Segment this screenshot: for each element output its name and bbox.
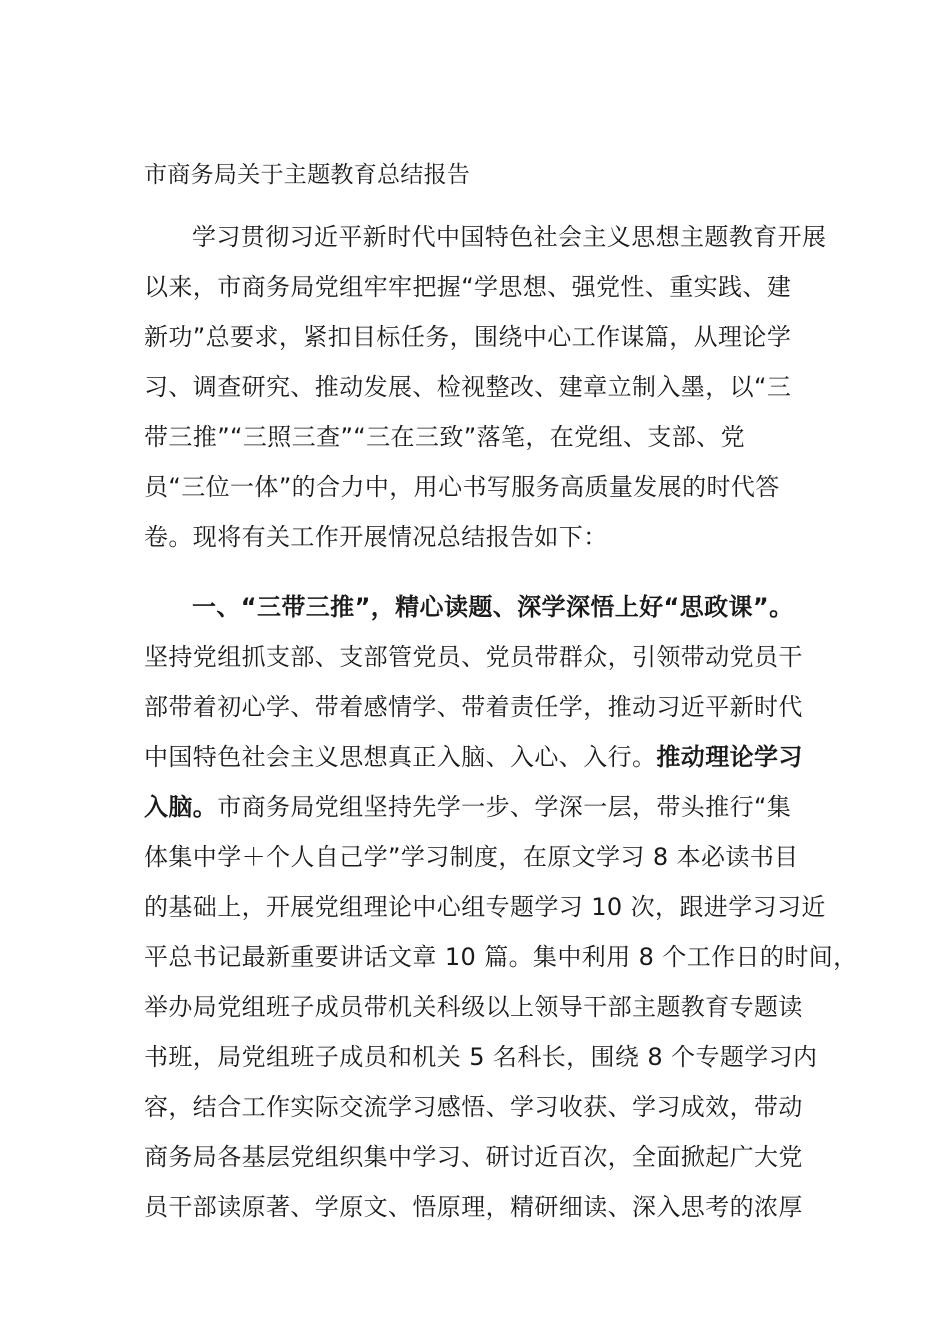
paragraph-line	[144, 690, 814, 740]
text-run: 员“三位一体”的合力中，用心书写服务高质量发展的时代答	[144, 473, 780, 501]
paragraph-line	[144, 370, 814, 420]
bold-text-run: 推动理论学习	[656, 743, 803, 771]
paragraph-line	[144, 640, 814, 690]
text-run: 的基础上，开展党组理论中心组专题学习 10 次，跟进学习习近	[144, 893, 826, 921]
paragraph-line	[144, 790, 814, 840]
paragraph-line	[144, 890, 826, 940]
text-run: 以来，市商务局党组牢牢把握“学思想、强党性、重实践、建	[144, 273, 792, 301]
paragraph-line	[144, 470, 814, 520]
text-run: 习、调查研究、推动发展、检视整改、建章立制入墨，以“三	[144, 373, 792, 401]
text-run: 商务局各基层党组织集中学习、研讨近百次，全面掀起广大党	[144, 1143, 803, 1171]
paragraph-line	[144, 1190, 814, 1240]
paragraph-line	[144, 940, 858, 990]
text-run: 学习贯彻习近平新时代中国特色社会主义思想主题教育开展	[192, 223, 827, 251]
paragraph-line	[144, 520, 814, 570]
paragraph-line	[144, 1090, 814, 1140]
paragraph-line	[144, 420, 814, 470]
text-run: 带三推”“三照三查”“三在三致”落笔，在党组、支部、党	[144, 423, 745, 451]
paragraph-line	[144, 270, 814, 320]
section-heading-line	[144, 590, 814, 640]
text-run: 新功”总要求，紧扣目标任务，围绕中心工作谋篇，从理论学	[144, 323, 792, 351]
text-run: 中国特色社会主义思想真正入脑、入心、入行。	[144, 743, 657, 771]
text-run: 部带着初心学、带着感情学、带着责任学，推动习近平新时代	[144, 693, 803, 721]
paragraph-line	[144, 1140, 814, 1190]
bold-text-run: 入脑。	[144, 793, 218, 821]
text-run: 举办局党组班子成员带机关科级以上领导干部主题教育专题读	[144, 993, 803, 1021]
bold-text-run: 一、“三带三推”，精心读题、深学深悟上好“思政课”。	[192, 593, 794, 621]
paragraph-line	[144, 840, 814, 890]
paragraph-line	[144, 220, 827, 270]
text-run: 体集中学＋个人自己学”学习制度，在原文学习 8 本必读书目	[144, 843, 799, 871]
text-run: 容，结合工作实际交流学习感悟、学习收获、学习成效，带动	[144, 1093, 803, 1121]
paragraph-line	[144, 990, 814, 1040]
text-run: 平总书记最新重要讲话文章 10 篇。集中利用 8 个工作日的时间，	[144, 943, 858, 971]
text-run: 坚持党组抓支部、支部管党员、党员带群众，引领带动党员干	[144, 643, 803, 671]
text-run: 市商务局党组坚持先学一步、学深一层，带头推行“集	[217, 793, 792, 821]
text-run: 书班，局党组班子成员和机关 5 名科长，围绕 8 个专题学习内	[144, 1043, 818, 1071]
paragraph-line	[144, 1040, 818, 1090]
document-body	[144, 220, 858, 1240]
paragraph-line	[144, 740, 814, 790]
paragraph-line	[144, 320, 814, 370]
text-run: 卷。现将有关工作开展情况总结报告如下：	[144, 523, 608, 551]
document-title: 市商务局关于主题教育总结报告	[144, 162, 471, 188]
text-run: 员干部读原著、学原文、悟原理，精研细读、深入思考的浓厚	[144, 1193, 803, 1221]
